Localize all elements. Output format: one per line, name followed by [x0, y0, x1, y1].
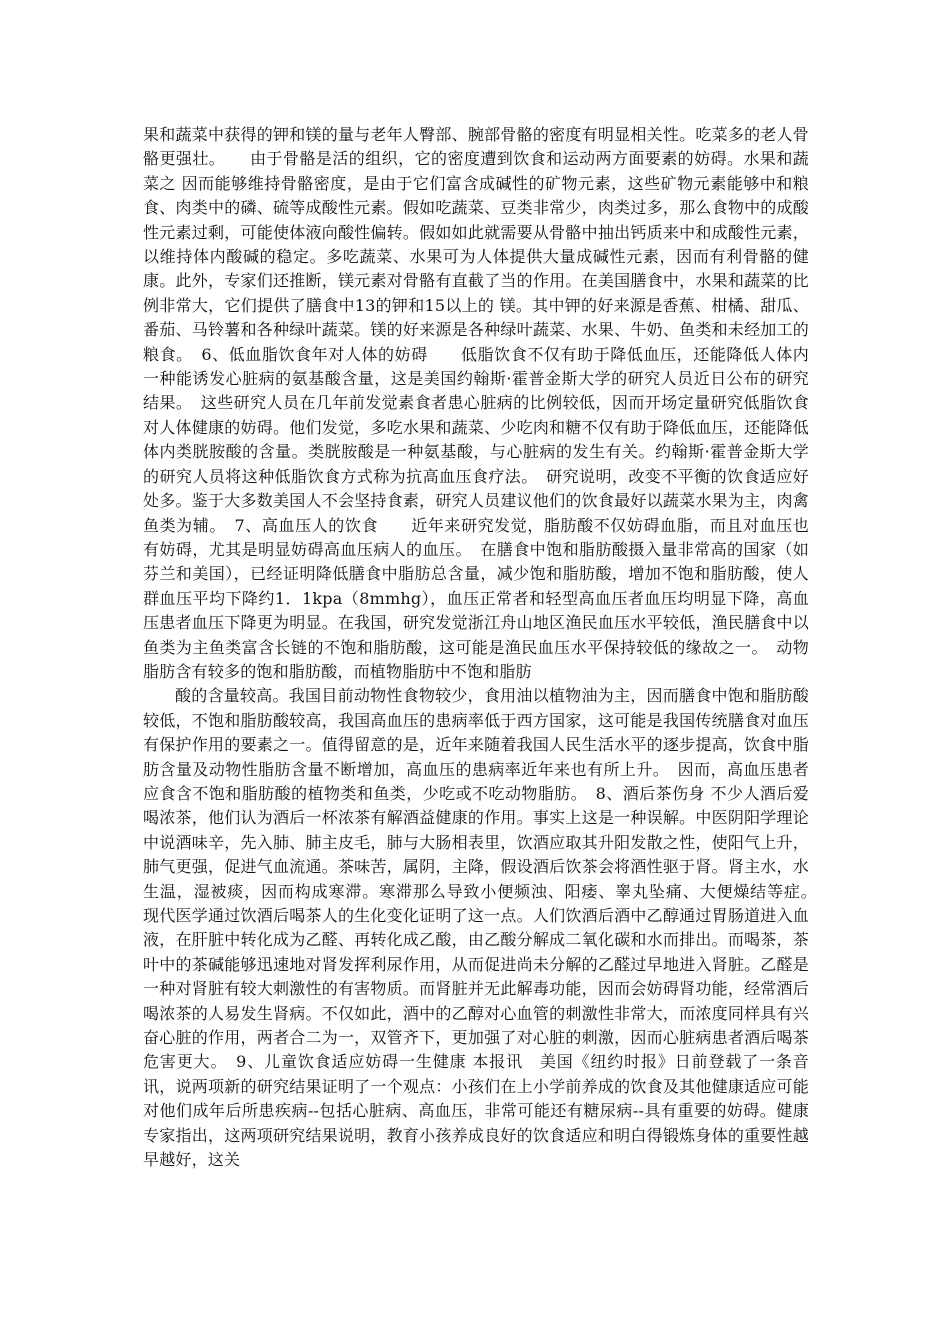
- body-paragraph: 酸的含量较高。我国目前动物性食物较少，食用油以植物油为主，因而膳食中饱和脂肪酸较低，不饱和脂肪酸较高，我国高血压的患病率低于西方国家，这可能是我国传统膳食对血压有保护作用的要素之一。值得留意的是，近年来随着我国人民生活水平的逐步提高，饮食中脂肪含量及动物性脂肪含量不断增加，高血压的患病率近年来也有所上升。 因而，高血压患者应食含不饱和脂肪酸的植物类和鱼类，少吃或不吃动物脂肪。 8、酒后茶伤身 不少人酒后爱喝浓茶，他们认为酒后一杯浓茶有解酒益健康的作用。事实上这是一种误解。中医阴阳学理论中说酒味辛，先入肺、肺主皮毛，肺与大肠相表里，饮酒应取其升阳发散之性，使阳气上升，肺气更强，促进气血流通。茶味苦，属阴，主降，假设酒后饮茶会将酒性驱于肾。肾主水，水生温，湿被痰，因而构成寒滞。寒滞那么导致小便频浊、阳痿、睾丸坠痛、大便燥结等症。 现代医学通过饮酒后喝茶人的生化变化证明了这一点。人们饮酒后酒中乙醇通过胃肠道进入血液，在肝脏中转化成为乙醛、再转化成乙酸，由乙酸分解成二氧化碳和水而排出。而喝茶，茶叶中的茶碱能够迅速地对肾发挥利尿作用，从而促进尚未分解的乙醛过早地进入肾脏。乙醛是一种对肾脏有较大刺激性的有害物质。而肾脏并无此解毒功能，因而会妨碍肾功能，经常酒后喝浓茶的人易发生肾病。不仅如此，酒中的乙醇对心血管的刺激性非常大，而浓度同样具有兴奋心脏的作用，两者合二为一，双管齐下，更加强了对心脏的刺激，因而心脏病患者酒后喝茶危害更大。 9、儿童饮食适应妨碍一生健康 本报讯 美国《纽约时报》日前登载了一条音讯，说两项新的研究结果证明了一个观点：小孩们在上小学前养成的饮食及其他健康适应可能对他们成年后所患疾病--包括心脏病、高血压，非常可能还有糖尿病--具有重要的妨碍。健康专家指出，这两项研究结果说明，教育小孩养成良好的饮食适应和明白得锻炼身体的重要性越早越好，这关: [143, 686, 826, 1170]
- body-paragraph: 果和蔬菜中获得的钾和镁的量与老年人臀部、腕部骨骼的密度有明显相关性。吃菜多的老人骨骼更强壮。 由于骨骼是活的组织，它的密度遭到饮食和运动两方面要素的妨碍。水果和蔬菜之 因而能够维持骨骼密度，是由于它们富含成碱性的矿物元素，这些矿物元素能够中和粮食、肉类中的磷、硫等成酸性元素。假如吃蔬菜、豆类非常少，肉类过多，那么食物中的成酸性元素过剩，可能使体液向酸性偏转。假如如此就需要从骨骼中抽出钙质来中和成酸性元素，以维持体内酸碱的稳定。多吃蔬菜、水果可为人体提供大量成碱性元素，因而有利骨骼的健康。此外，专家们还推断，镁元素对骨骼有直截了当的作用。在美国膳食中，水果和蔬菜的比例非常大，它们提供了膳食中13的钾和15以上的 镁。其中钾的好来源是香蕉、柑橘、甜瓜、番茄、马铃薯和各种绿叶蔬菜。镁的好来源是各种绿叶蔬菜、水果、牛奶、鱼类和未经加工的粮食。 6、低血脂饮食年对人体的妨碍 低脂饮食不仅有助于降低血压，还能降低人体内一种能诱发心脏病的氨基酸含量，这是美国约翰斯·霍普金斯大学的研究人员近日公布的研究结果。 这些研究人员在几年前发觉素食者患心脏病的比例较低，因而开场定量研究低脂饮食对人体健康的妨碍。他们发觉，多吃水果和蔬菜、少吃肉和糖不仅有助于降低血压，还能降低体内类胱胺酸的含量。类胱胺酸是一种氨基酸，与心脏病的发生有关。约翰斯·霍普金斯大学的研究人员将这种低脂饮食方式称为抗高血压食疗法。 研究说明，改变不平衡的饮食适应好处多。鉴于大多数美国人不会坚持食素，研究人员建议他们的饮食最好以蔬菜水果为主，肉禽鱼类为辅。 7、高血压人的饮食 近年来研究发觉，脂肪酸不仅妨碍血脂，而且对血压也有妨碍，尤其是明显妨碍高血压病人的血压。 在膳食中饱和脂肪酸摄入量非常高的国家（如芬兰和美国），已经证明降低膳食中脂肪总含量，减少饱和脂肪酸，增加不饱和脂肪酸，使人群血压平均下降约1．1kpa（8mmhg），血压正常者和轻型高血压者血压均明显下降，高血压患者血压下降更为明显。在我国，研究发觉浙江舟山地区渔民血压水平较低，渔民膳食中以鱼类为主鱼类富含长链的不饱和脂肪酸，这可能是渔民血压水平保持较低的缘故之一。 动物脂肪含有较多的饱和脂肪酸，而植物脂肪中不饱和脂肪: [143, 125, 809, 681]
- document-page: [143, 123, 826, 1172]
